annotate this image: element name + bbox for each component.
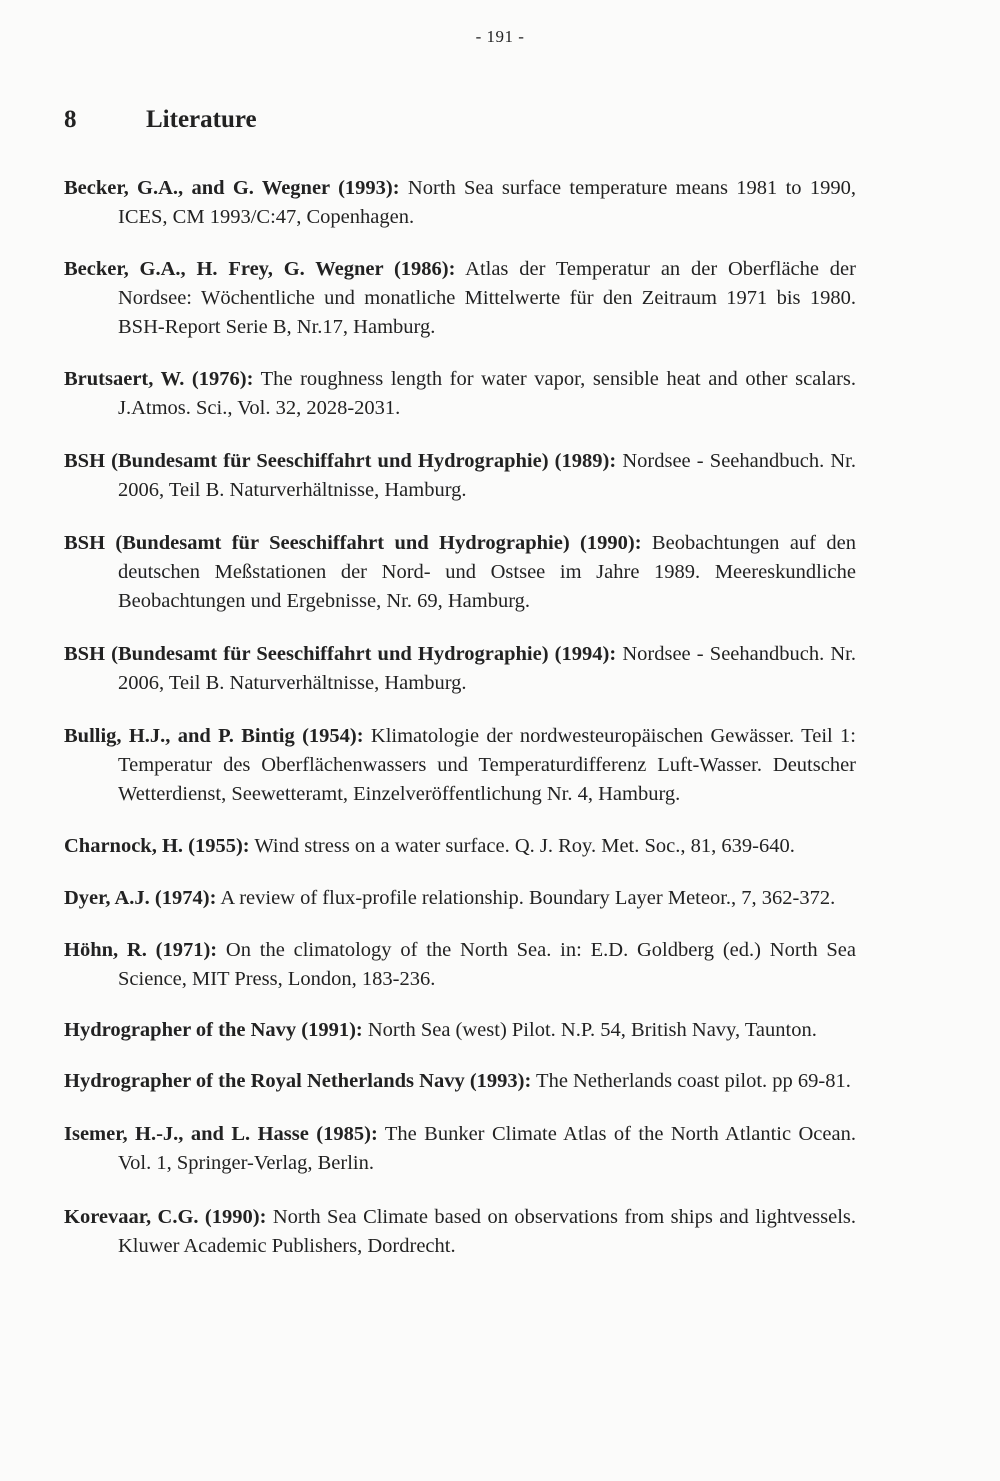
section-heading (64, 106, 257, 134)
reference-text: The roughness length for water vapor, sensible heat and other scalars. J.Atmos. Sci., Vol. 32, 2028-2031. (118, 368, 856, 419)
reference-authors: Bullig, H.J., and P. Bintig (1954): (64, 725, 364, 747)
reference-item (64, 255, 856, 342)
reference-authors: Becker, G.A., and G. Wegner (1993): (64, 177, 400, 199)
reference-text: Nordsee - Seehandbuch. Nr. 2006, Teil B. Naturverhältnisse, Hamburg. (118, 450, 856, 501)
reference-authors: Hydrographer of the Navy (1991): (64, 1019, 363, 1041)
reference-authors: Charnock, H. (1955): (64, 835, 250, 857)
reference-item (64, 1203, 856, 1261)
reference-authors: Dyer, A.J. (1974): (64, 887, 217, 909)
section-title: Literature (146, 106, 257, 133)
reference-authors: BSH (Bundesamt für Seeschiffahrt und Hydrographie) (1994): (64, 643, 617, 665)
reference-authors: Becker, G.A., H. Frey, G. Wegner (1986): (64, 258, 456, 280)
reference-list (64, 174, 856, 1261)
reference-authors: Isemer, H.-J., and L. Hasse (1985): (64, 1123, 378, 1145)
reference-item (64, 640, 856, 698)
reference-item (64, 936, 856, 994)
reference-item (64, 832, 856, 861)
reference-item (64, 447, 856, 505)
reference-authors: Brutsaert, W. (1976): (64, 368, 254, 390)
section-number: 8 (64, 106, 77, 133)
reference-text: North Sea surface temperature means 1981 to 1990, ICES, CM 1993/C:47, Copenhagen. (118, 177, 856, 228)
reference-text: The Bunker Climate Atlas of the North Atlantic Ocean. Vol. 1, Springer-Verlag, Berlin. (118, 1123, 856, 1174)
reference-item (64, 529, 856, 616)
reference-text: A review of flux-profile relationship. Boundary Layer Meteor., 7, 362-372. (216, 887, 836, 909)
reference-authors: BSH (Bundesamt für Seeschiffahrt und Hydrographie) (1990): (64, 532, 642, 554)
reference-authors: Hydrographer of the Royal Netherlands Navy (1993): (64, 1070, 532, 1092)
reference-item (64, 722, 856, 809)
reference-item (64, 365, 856, 423)
reference-text: Nordsee - Seehandbuch. Nr. 2006, Teil B. Naturverhältnisse, Hamburg. (118, 643, 856, 694)
reference-authors: BSH (Bundesamt für Seeschiffahrt und Hydrographie) (1989): (64, 450, 617, 472)
reference-text: North Sea (west) Pilot. N.P. 54, British Navy, Taunton. (362, 1019, 817, 1041)
reference-item (64, 174, 856, 232)
reference-authors: Höhn, R. (1971): (64, 939, 218, 961)
reference-text: Atlas der Temperatur an der Oberfläche der Nordsee: Wöchentliche und monatliche Mittelwerte für den Zeitraum 1971 bis 1980. BSH-Report Serie B, Nr.17, Hamburg. (118, 258, 856, 338)
reference-authors: Korevaar, C.G. (1990): (64, 1206, 267, 1228)
reference-text: Klimatologie der nordwesteuropäischen Gewässer. Teil 1: Temperatur des Oberflächenwassers und Temperaturdifferenz Luft-Wasser. Deutscher Wetterdienst, Seewetteramt, Einzelveröffentlichung Nr. 4, Hamburg. (118, 725, 856, 805)
page-number: - 191 - (475, 27, 525, 46)
reference-item (64, 1120, 856, 1178)
reference-text: The Netherlands coast pilot. pp 69-81. (531, 1070, 851, 1092)
reference-text: Wind stress on a water surface. Q. J. Roy. Met. Soc., 81, 639-640. (249, 835, 795, 857)
reference-text: On the climatology of the North Sea. in: E.D. Goldberg (ed.) North Sea Science, MIT Press, London, 183-236. (118, 939, 856, 990)
reference-item (64, 884, 856, 913)
reference-item (64, 1016, 856, 1045)
reference-text: North Sea Climate based on observations from ships and lightvessels. Kluwer Academic Publishers, Dordrecht. (118, 1206, 856, 1257)
reference-text: Beobachtungen auf den deutschen Meßstationen der Nord- und Ostsee im Jahre 1989. Meereskundliche Beobachtungen und Ergebnisse, Nr. 69, Hamburg. (118, 532, 856, 612)
reference-item (64, 1067, 856, 1096)
